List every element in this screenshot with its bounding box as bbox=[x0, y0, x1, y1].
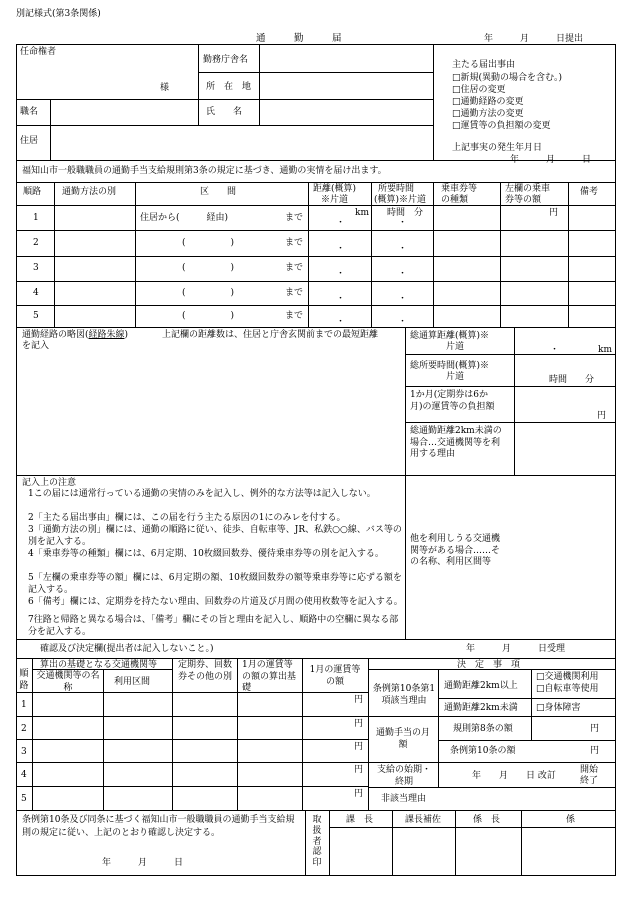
total-distance-label: 総通算距離(概算)※ bbox=[410, 331, 490, 341]
decision-header: 決 定 事 項 bbox=[457, 660, 521, 670]
occurrence-label: 上記事実の発生年月日 bbox=[452, 143, 543, 153]
yen-unit: 円 bbox=[354, 695, 364, 705]
confirm-col-no: 順路 bbox=[19, 669, 29, 691]
revision-date: 年 月 日 改訂 bbox=[472, 771, 556, 781]
via-text: ( ) bbox=[182, 288, 235, 298]
start-end-label: 支給の始期・終期 bbox=[376, 765, 431, 787]
note-item: 6「備考」欄には、定期券を持たない理由、回数券の片道及び月間の使用枚数等を記入する。 bbox=[28, 597, 403, 607]
location-label: 所 在 地 bbox=[206, 82, 252, 92]
time-unit: 時間 分 bbox=[387, 208, 424, 218]
yen-unit: 円 bbox=[597, 411, 607, 421]
col-no: 順路 bbox=[23, 187, 42, 197]
decimal-dot: ・ bbox=[550, 345, 560, 355]
decimal-dot: ・ bbox=[336, 294, 346, 304]
yen-unit: 円 bbox=[549, 208, 559, 218]
row-number: 4 bbox=[33, 288, 39, 298]
col-fare: 左欄の乗車 bbox=[505, 184, 551, 194]
decimal-dot: ・ bbox=[336, 244, 346, 254]
monthly-fare-label: 1か月(定期券は6か月)の運賃等の負担額 bbox=[410, 390, 495, 412]
appointer-label: 任命権者 bbox=[20, 47, 57, 57]
reason-checkbox[interactable]: □住居の変更 bbox=[452, 85, 506, 95]
allowance-label: 通勤手当の月額 bbox=[375, 728, 430, 750]
decimal-dot: ・ bbox=[336, 218, 346, 228]
sama-label: 様 bbox=[160, 83, 170, 93]
one-way-label: 片道 bbox=[446, 342, 465, 352]
via-text: ( ) bbox=[182, 263, 235, 273]
col-ticket: 乗車券等 bbox=[441, 184, 478, 194]
ord10-label: 条例第10条の額 bbox=[450, 746, 516, 756]
disability-checkbox[interactable]: □身体障害 bbox=[536, 703, 581, 713]
row-number: 1 bbox=[33, 213, 39, 223]
row-number: 3 bbox=[33, 263, 39, 273]
confirm-title: 確認及び決定欄(提出者は記入しないこと。) bbox=[40, 644, 214, 654]
footer-date: 年 月 日 bbox=[102, 858, 184, 868]
handler-label: 取扱者認印 bbox=[312, 815, 322, 869]
decimal-dot: ・ bbox=[398, 294, 408, 304]
note-item: 7往路と帰路と異なる場合は、「備考」欄にその旨と理由を記入し、順路中の空欄に異なる部分を記入する。 bbox=[28, 615, 399, 637]
under2km-label: 通勤距離2km未満 bbox=[444, 703, 518, 713]
position-label: 職名 bbox=[20, 107, 39, 117]
note-item: 3「通勤方法の別」欄には、通勤の順路に従い、徒歩、自転車等、JR、私鉄○○線、バス等の別を記入する。 bbox=[28, 525, 402, 547]
reason-checkbox[interactable]: □新規(異動の場合を含む。) bbox=[452, 73, 563, 83]
col-time: 所要時間 bbox=[378, 184, 415, 194]
start-label: 開始 bbox=[580, 765, 599, 775]
col-section: 区 間 bbox=[200, 187, 237, 197]
via-text: ( ) bbox=[182, 311, 235, 321]
notes-title: 記入上の注意 bbox=[22, 478, 77, 488]
form-label: 別記様式(第3条関係) bbox=[16, 9, 101, 19]
made-text: まで bbox=[285, 238, 304, 248]
reasons-title: 主たる届出事由 bbox=[452, 60, 516, 70]
section-header: 利用区間 bbox=[114, 677, 151, 687]
km-unit: km bbox=[355, 208, 369, 218]
occurrence-date: 年 月 日 bbox=[510, 155, 592, 165]
yen-unit: 円 bbox=[590, 746, 600, 756]
via-text: ( ) bbox=[182, 238, 235, 248]
col-ticket-sub: の種類 bbox=[441, 195, 469, 205]
name-label: 氏 名 bbox=[206, 107, 243, 117]
page-title: 通 勤 届 bbox=[256, 33, 342, 44]
decimal-dot: ・ bbox=[398, 218, 408, 228]
from-home-text: 住居から( 経由) bbox=[140, 213, 229, 223]
footer-statement: 条例第10条及び同条に基づく福知山市一般職職員の通勤手当支給規則の規定に従い、上記のとおり確認し決定する。 bbox=[22, 815, 295, 839]
yen-unit: 円 bbox=[354, 719, 364, 729]
row-number: 2 bbox=[21, 724, 27, 734]
row-number: 4 bbox=[21, 770, 27, 780]
made-text: まで bbox=[285, 213, 304, 223]
route-map-label: 通勤経路の略図(経路朱線) bbox=[22, 330, 129, 340]
made-text: まで bbox=[285, 311, 304, 321]
decimal-dot: ・ bbox=[336, 317, 346, 327]
other-means-label: 他を利用しうる交通機関等がある場合……その名称、利用区間等 bbox=[410, 534, 501, 568]
note-item: 4「乗車券等の種類」欄には、6月定期、10枚綴回数券、優待乗車券等の別を記入する。 bbox=[28, 549, 384, 559]
note-item: 5「左欄の乗車券等の額」欄には、6月定期の額、10枚綴回数券の額等乗車券等に応ずる額を記入する。 bbox=[28, 573, 402, 595]
col-method: 通勤方法の別 bbox=[62, 187, 117, 197]
ticket-type-header: 定期券、回数券その他の別 bbox=[178, 660, 233, 682]
declaration-text: 福知山市一般職職員の通勤手当支給規則第3条の規定に基づき、通勤の実情を届け出ます。 bbox=[22, 166, 387, 176]
monthly-basis-header: 1月の運賃等の額の算出基礎 bbox=[242, 660, 297, 694]
yen-unit: 円 bbox=[354, 765, 364, 775]
yen-unit: 円 bbox=[590, 724, 600, 734]
one-way-label: 片道 bbox=[446, 372, 465, 382]
row-number: 1 bbox=[21, 700, 27, 710]
made-text: まで bbox=[285, 288, 304, 298]
role-subsection-chief: 係 長 bbox=[473, 815, 501, 825]
not-applicable-label: 非該当理由 bbox=[381, 794, 427, 804]
role-assistant-chief: 課長補佐 bbox=[405, 815, 442, 825]
col-distance-sub: ※片道 bbox=[321, 195, 349, 205]
col-time-sub: (概算)※片道 bbox=[374, 195, 427, 205]
made-text: まで bbox=[285, 263, 304, 273]
yen-unit: 円 bbox=[354, 742, 364, 752]
col-remarks: 備考 bbox=[580, 187, 599, 197]
km-unit: km bbox=[598, 345, 612, 355]
org-name-header: 交通機関等の名称 bbox=[36, 671, 100, 693]
short-distance-label: 総通勤距離2km未満の場合…交通機関等を利用する理由 bbox=[410, 426, 502, 460]
time-unit: 時間 分 bbox=[549, 375, 595, 385]
row-number: 5 bbox=[21, 794, 27, 804]
total-time-label: 総所要時間(概算)※ bbox=[410, 361, 490, 371]
decimal-dot: ・ bbox=[336, 269, 346, 279]
reason-checkbox[interactable]: □通勤経路の変更 bbox=[452, 97, 524, 107]
reason-checkbox[interactable]: □通勤方法の変更 bbox=[452, 109, 524, 119]
monthly-amount-header: 1月の運賃等の額 bbox=[309, 665, 361, 687]
col-fare-sub: 券等の額 bbox=[505, 195, 542, 205]
end-label: 終了 bbox=[580, 776, 599, 786]
decimal-dot: ・ bbox=[398, 317, 408, 327]
address-label: 住居 bbox=[20, 136, 39, 146]
yen-unit: 円 bbox=[354, 789, 364, 799]
decimal-dot: ・ bbox=[398, 244, 408, 254]
distance-note: 上記欄の距離数は、住居と庁舎玄関前までの最短距離 bbox=[162, 330, 379, 340]
bicycle-checkbox[interactable]: □自転車等使用 bbox=[536, 684, 599, 694]
clause1-label: 条例第10条第1項該当理由 bbox=[372, 684, 436, 706]
received-date: 年 月 日受理 bbox=[466, 644, 566, 654]
col-distance: 距離(概算) bbox=[313, 184, 357, 194]
row-number: 3 bbox=[21, 747, 27, 757]
basis-header: 算出の基礎となる交通機関等 bbox=[40, 660, 158, 670]
note-item: 1この届には通常行っている通勤の実情のみを記入し、例外的な方法等は記入しない。 bbox=[28, 489, 376, 499]
public-transit-checkbox[interactable]: □交通機関利用 bbox=[536, 672, 599, 682]
row-number: 2 bbox=[33, 238, 39, 248]
office-label: 勤務庁舎名 bbox=[203, 55, 249, 65]
submission-date: 年 月 日提出 bbox=[484, 34, 584, 44]
role-section-chief: 課 長 bbox=[346, 815, 374, 825]
over2km-label: 通勤距離2km以上 bbox=[444, 681, 518, 691]
decimal-dot: ・ bbox=[398, 269, 408, 279]
reason-checkbox[interactable]: □運賃等の負担額の変更 bbox=[452, 121, 551, 131]
role-staff: 係 bbox=[566, 815, 576, 825]
rule8-label: 規則第8条の額 bbox=[453, 724, 513, 734]
row-number: 5 bbox=[33, 311, 39, 321]
note-item: 2「主たる届出事由」欄には、この届を行う主たる原因の1にのみレを付する。 bbox=[28, 513, 346, 523]
route-map-label-2: を記入 bbox=[22, 341, 50, 351]
